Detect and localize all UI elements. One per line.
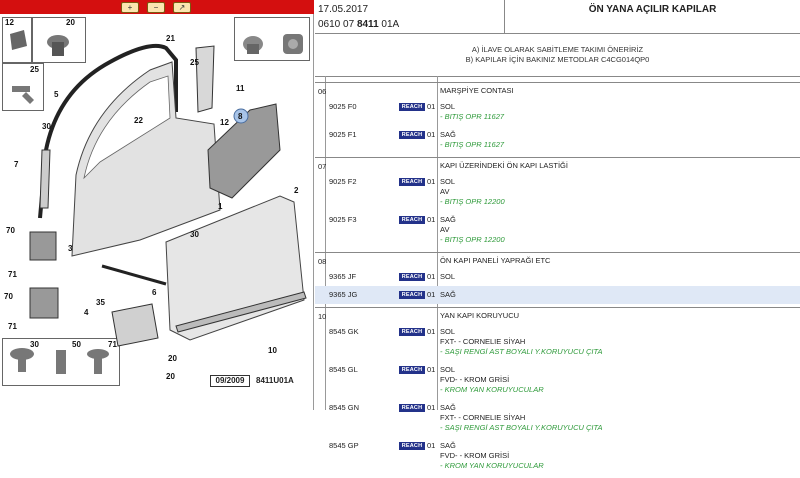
part-code[interactable]: 9025 F0 bbox=[329, 102, 357, 111]
part-code[interactable]: 8545 GN bbox=[329, 403, 360, 412]
part-note: - BITIŞ OPR 12200 bbox=[440, 197, 505, 206]
label-20c[interactable]: 20 bbox=[166, 372, 175, 381]
label-71b[interactable]: 71 bbox=[8, 322, 17, 331]
part-description: SOL bbox=[440, 177, 456, 186]
label-25b[interactable]: 25 bbox=[190, 58, 199, 67]
part-description: YAN KAPI KORUYUCU bbox=[440, 311, 520, 320]
screw-25-icon bbox=[12, 86, 34, 104]
part-qty: 01 bbox=[427, 327, 436, 336]
part-row[interactable] bbox=[315, 126, 800, 154]
part-note: - SAŞI RENGİ AST BOYALI Y.KORUYUCU ÇITA bbox=[440, 347, 603, 356]
part-description: MARŞPİYE CONTASI bbox=[440, 86, 514, 95]
section-07 bbox=[315, 157, 800, 252]
label-7[interactable]: 7 bbox=[14, 160, 19, 169]
part-row[interactable] bbox=[315, 361, 800, 399]
part-row[interactable] bbox=[315, 268, 800, 286]
label-12[interactable]: 12 bbox=[5, 18, 14, 27]
clip-20-right-icon bbox=[283, 34, 303, 54]
part-code[interactable]: 9025 F3 bbox=[329, 215, 357, 224]
part-description: SAĞ bbox=[440, 290, 456, 299]
part-code[interactable]: 8545 GP bbox=[329, 441, 359, 450]
part-description: KAPI ÜZERİNDEKİ ÖN KAPI LASTİĞİ bbox=[440, 161, 568, 170]
label-20b[interactable]: 20 bbox=[168, 354, 177, 363]
section-number: 07 bbox=[318, 162, 327, 171]
fastener-50-icon bbox=[56, 350, 66, 374]
reach-badge[interactable]: REACH bbox=[399, 291, 425, 299]
note-a: A) İLAVE OLARAK SABİTLEME TAKIMI ÖNERİRİZ bbox=[471, 45, 644, 54]
catalog-header bbox=[315, 0, 800, 34]
part-qty: 01 bbox=[427, 215, 436, 224]
label-5[interactable]: 5 bbox=[54, 90, 59, 99]
fastener-71-icon bbox=[87, 349, 109, 374]
section-title-row bbox=[315, 311, 800, 323]
pillar-7-icon bbox=[40, 150, 50, 208]
note-b: B) KAPILAR İÇİN BAKINIZ METODLAR C4CG014QP0 bbox=[465, 55, 650, 64]
part-row[interactable] bbox=[315, 211, 800, 249]
label-1[interactable]: 1 bbox=[218, 202, 223, 211]
part-description: AV bbox=[440, 225, 450, 234]
ref-prefix: 0610 07 bbox=[318, 19, 355, 30]
section-08 bbox=[315, 252, 800, 307]
part-qty: 01 bbox=[427, 290, 436, 299]
zoom-out-button[interactable]: − bbox=[147, 2, 165, 13]
reach-badge[interactable]: REACH bbox=[399, 216, 425, 224]
hinge-4-icon bbox=[30, 288, 58, 318]
label-11[interactable]: 11 bbox=[236, 84, 245, 93]
part-note: - KROM YAN KORUYUCULAR bbox=[440, 385, 544, 394]
part-note: - SAŞI RENGİ AST BOYALI Y.KORUYUCU ÇITA bbox=[440, 423, 603, 432]
part-row[interactable] bbox=[315, 173, 800, 211]
label-50[interactable]: 50 bbox=[72, 340, 81, 349]
clip-12-icon bbox=[10, 30, 27, 50]
label-20[interactable]: 20 bbox=[66, 18, 75, 27]
label-21[interactable]: 21 bbox=[166, 34, 175, 43]
part-row[interactable] bbox=[315, 286, 800, 304]
part-description: SAĞ bbox=[440, 130, 456, 139]
part-qty: 01 bbox=[427, 441, 436, 450]
trim-11-icon bbox=[196, 46, 214, 112]
section-06 bbox=[315, 82, 800, 157]
reach-badge[interactable]: REACH bbox=[399, 273, 425, 281]
fastener-30-icon bbox=[10, 348, 34, 372]
plug-12-right-icon bbox=[243, 36, 263, 54]
parts-catalog bbox=[315, 0, 800, 470]
reach-badge[interactable]: REACH bbox=[399, 442, 425, 450]
reach-badge[interactable]: REACH bbox=[399, 103, 425, 111]
label-2[interactable]: 2 bbox=[294, 186, 299, 195]
part-code[interactable]: 8545 GK bbox=[329, 327, 359, 336]
diagram-date: 09/2009 bbox=[210, 375, 250, 387]
catalog-notes bbox=[315, 45, 800, 65]
label-70[interactable]: 70 bbox=[6, 226, 15, 235]
ref-bold: 8411 bbox=[356, 19, 379, 30]
section-title-row bbox=[315, 86, 800, 98]
hinge-3-icon bbox=[30, 232, 56, 260]
label-6[interactable]: 6 bbox=[152, 288, 157, 297]
part-description: SOL bbox=[440, 327, 456, 336]
part-row[interactable] bbox=[315, 399, 800, 437]
part-note: - BITIŞ OPR 12200 bbox=[440, 235, 505, 244]
catalog-ref bbox=[318, 19, 399, 30]
part-qty: 01 bbox=[427, 102, 436, 111]
reach-badge[interactable]: REACH bbox=[399, 328, 425, 336]
part-description: FVD- - KROM GRİSİ bbox=[440, 451, 510, 460]
section-10 bbox=[315, 307, 800, 478]
label-12b[interactable]: 12 bbox=[220, 118, 229, 127]
part-code[interactable]: 9025 F1 bbox=[329, 130, 357, 139]
label-10[interactable]: 10 bbox=[268, 346, 277, 355]
part-code[interactable]: 9365 JG bbox=[329, 290, 358, 299]
diagram-code: 8411U01A bbox=[256, 376, 294, 385]
strip-6-icon bbox=[102, 266, 166, 284]
zoom-fit-button[interactable]: ↗ bbox=[173, 2, 191, 13]
plug-20-icon bbox=[47, 35, 69, 56]
part-code[interactable]: 9025 F2 bbox=[329, 177, 357, 186]
part-qty: 01 bbox=[427, 177, 436, 186]
section-number: 10 bbox=[318, 312, 327, 321]
part-note: - KROM YAN KORUYUCULAR bbox=[440, 461, 544, 470]
part-description: ÖN KAPI PANELİ YAPRAĞI ETC bbox=[440, 256, 551, 265]
label-30[interactable]: 30 bbox=[42, 122, 51, 131]
label-3[interactable]: 3 bbox=[68, 244, 73, 253]
section-title-row bbox=[315, 161, 800, 173]
exploded-diagram[interactable] bbox=[0, 0, 314, 410]
part-description: SAĞ bbox=[440, 403, 456, 412]
part-qty: 01 bbox=[427, 403, 436, 412]
label-71[interactable]: 71 bbox=[8, 270, 17, 279]
part-row[interactable] bbox=[315, 437, 800, 475]
part-description: SAĞ bbox=[440, 215, 456, 224]
part-description: SAĞ bbox=[440, 441, 456, 450]
reach-badge[interactable]: REACH bbox=[399, 178, 425, 186]
label-8[interactable]: 8 bbox=[238, 112, 243, 121]
ref-suffix: 01A bbox=[381, 19, 400, 30]
part-qty: 01 bbox=[427, 365, 436, 374]
part-note: - BITIŞ OPR 11627 bbox=[440, 140, 505, 149]
part-description: FXT- - CORNELIE SİYAH bbox=[440, 413, 526, 422]
reach-badge[interactable]: REACH bbox=[399, 404, 425, 412]
catalog-title: ÖN YANA AÇILIR KAPILAR bbox=[588, 4, 717, 15]
part-description: FVD- - KROM GRİSİ bbox=[440, 375, 510, 384]
part-row[interactable] bbox=[315, 323, 800, 361]
label-30c[interactable]: 30 bbox=[30, 340, 39, 349]
part-code[interactable]: 8545 GL bbox=[329, 365, 358, 374]
part-description: SOL bbox=[440, 102, 456, 111]
section-number: 06 bbox=[318, 87, 327, 96]
diagram-svg bbox=[0, 0, 314, 410]
zoom-in-button[interactable]: + bbox=[121, 2, 139, 13]
part-row[interactable] bbox=[315, 98, 800, 126]
part-description: SOL bbox=[440, 365, 456, 374]
part-description: AV bbox=[440, 187, 450, 196]
part-description: FXT- - CORNELIE SİYAH bbox=[440, 337, 526, 346]
header-left bbox=[315, 0, 505, 34]
label-35[interactable]: 35 bbox=[96, 298, 105, 307]
label-71c[interactable]: 71 bbox=[108, 340, 117, 349]
label-22[interactable]: 22 bbox=[134, 116, 143, 125]
label-70b[interactable]: 70 bbox=[4, 292, 13, 301]
reach-badge[interactable]: REACH bbox=[399, 131, 425, 139]
catalog-date: 17.05.2017 bbox=[318, 4, 369, 15]
plate-35-icon bbox=[112, 304, 158, 346]
label-4[interactable]: 4 bbox=[84, 308, 89, 317]
label-30b[interactable]: 30 bbox=[190, 230, 199, 239]
section-title-row bbox=[315, 256, 800, 268]
reach-badge[interactable]: REACH bbox=[399, 366, 425, 374]
part-qty: 01 bbox=[427, 272, 436, 281]
part-note: - BITIŞ OPR 11627 bbox=[440, 112, 505, 121]
part-qty: 01 bbox=[427, 130, 436, 139]
part-description: SOL bbox=[440, 272, 456, 281]
section-number: 08 bbox=[318, 257, 327, 266]
label-25[interactable]: 25 bbox=[30, 65, 39, 74]
part-code[interactable]: 9365 JF bbox=[329, 272, 357, 281]
